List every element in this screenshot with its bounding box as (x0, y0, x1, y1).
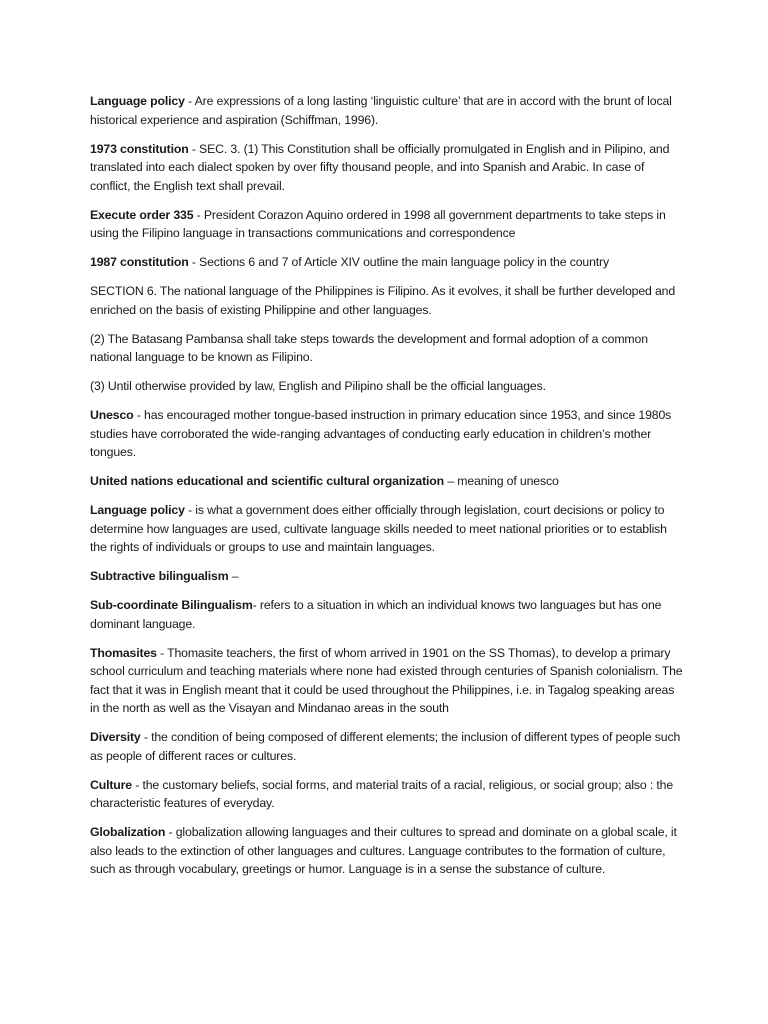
definition-text: - Thomasite teachers, the first of whom arrived in 1901 on the SS Thomas), to develop a primary school curriculum and teaching materials where none had existed through centuries of Spanish colonialism. The fact that it was in English meant that it could be used throughout the Philippines, i.e. in Tagalog speaking areas in the north as well as the Visayan and Mindanao areas in the south (90, 645, 683, 715)
definition-text: - President Corazon Aquino ordered in 1998 all government departments to take steps in using the Filipino language in transactions communications and correspondence (90, 207, 666, 240)
term-globalization: Globalization (90, 825, 166, 839)
term-sub-coordinate-bilingualism: Sub-coordinate Bilingualism (90, 598, 253, 612)
section-text: (3) Until otherwise provided by law, English and Pilipino shall be the official languages. (90, 379, 546, 393)
definition-text: - globalization allowing languages and their cultures to spread and dominate on a global scale, it also leads to the extinction of other languages and cultures. Language contributes to the formation of culture, such as through vocabulary, greetings or humor. Language is in a sense the substance of culture. (90, 825, 677, 876)
section-text: SECTION 6. The national language of the Philippines is Filipino. As it evolves, it shall be further developed and enriched on the basis of existing Philippine and other languages. (90, 284, 676, 317)
definition-text: - SEC. 3. (1) This Constitution shall be officially promulgated in English and in Pilipino, and translated into each dialect spoken by over fifty thousand people, and into Spanish and Arabic. In case of conflict, the English text shall prevail. (90, 141, 670, 193)
paragraph-section-6-clause-2 (90, 330, 685, 367)
definition-text: - is what a government does either officially through legislation, court decisions or policy to determine how languages are used, cultivate language skills needed to meet national priorities or to establish the rights of individuals or groups to use and maintain languages. (90, 503, 667, 554)
paragraph-1987-constitution (90, 253, 685, 272)
paragraph-thomasites (90, 644, 685, 718)
term-subtractive-bilingualism: Subtractive bilingualism (90, 569, 229, 583)
paragraph-unesco (90, 406, 685, 462)
paragraph-diversity (90, 728, 685, 765)
definition-text: - has encouraged mother tongue-based instruction in primary education since 1953, and since 1980s studies have corroborated the wide-ranging advantages of conducting early education in children’s mother tongues. (90, 408, 672, 459)
paragraph-section-6 (90, 282, 685, 319)
term-unesco: Unesco (90, 408, 134, 422)
paragraph-execute-order-335 (90, 206, 685, 243)
definition-text: - Sections 6 and 7 of Article XIV outline the main language policy in the country (188, 255, 609, 269)
paragraph-language-policy-government (90, 501, 685, 557)
paragraph-language-policy-definition (90, 92, 685, 129)
term-thomasites: Thomasites (90, 645, 157, 660)
term-language-policy: Language policy (90, 503, 185, 517)
section-text: (2) The Batasang Pambansa shall take steps towards the development and formal adoption of a common national language to be known as Filipino. (90, 331, 648, 364)
paragraph-1973-constitution (90, 140, 685, 196)
term-diversity: Diversity (90, 730, 141, 744)
term-language-policy: Language policy (90, 94, 185, 108)
term-execute-order-335: Execute order 335 (90, 207, 194, 222)
definition-text: - the customary beliefs, social forms, and material traits of a racial, religious, or social group; also : the characteristic features of everyday. (90, 777, 674, 810)
term-culture: Culture (90, 777, 132, 792)
term-1973-constitution: 1973 constitution (90, 141, 189, 156)
definition-text: - the condition of being composed of different elements; the inclusion of different types of people such as people of different races or cultures. (90, 730, 681, 763)
paragraph-globalization (90, 823, 685, 879)
paragraph-sub-coordinate-bilingualism (90, 596, 685, 633)
definition-text: - Are expressions of a long lasting ‘linguistic culture’ that are in accord with the brunt of local historical experience and aspiration (Schiffman, 1996). (90, 94, 672, 127)
paragraph-subtractive-bilingualism (90, 567, 685, 586)
paragraph-culture (90, 776, 685, 813)
definition-text: – meaning of unesco (444, 474, 559, 488)
paragraph-unesco-meaning (90, 472, 685, 491)
paragraph-section-6-clause-3 (90, 377, 685, 396)
term-1987-constitution: 1987 constitution (90, 255, 189, 269)
definition-text: - refers to a situation in which an individual knows two languages but has one dominant language. (90, 598, 662, 631)
term-united-nations-organization: United nations educational and scientific cultural organization (90, 474, 445, 488)
definition-text: – (228, 569, 239, 583)
document-body (90, 92, 685, 889)
